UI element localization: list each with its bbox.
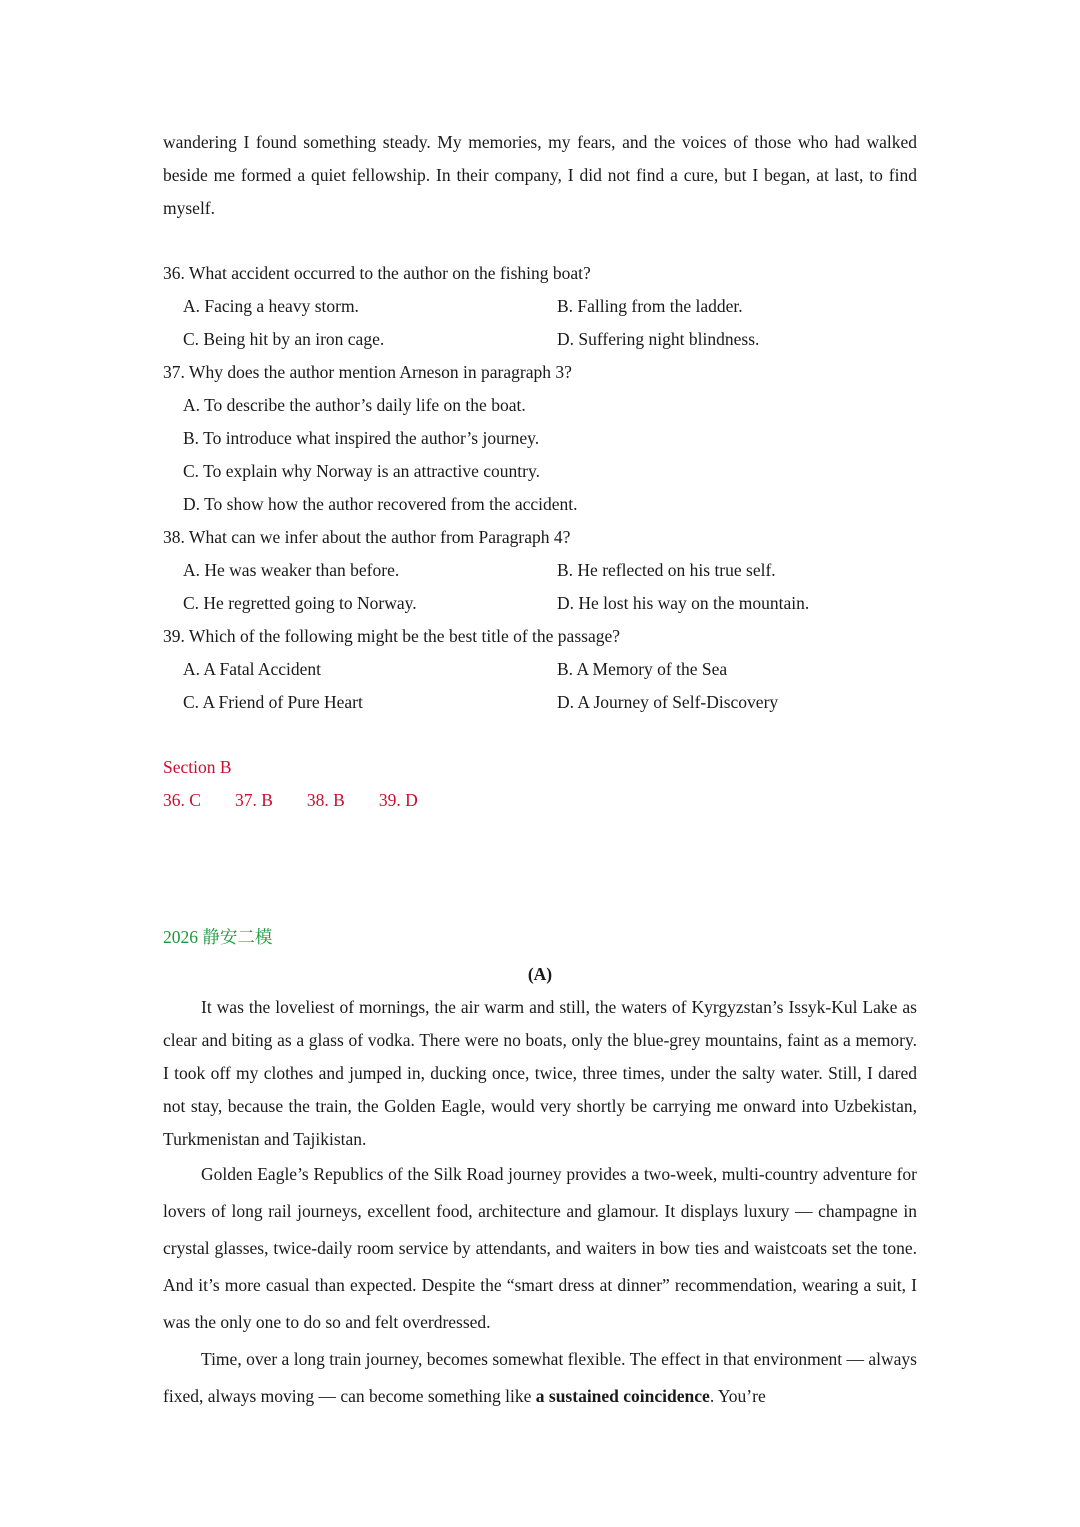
question-stem: 36. What accident occurred to the author on the fishing boat? xyxy=(163,263,591,283)
passage-paragraph-3 xyxy=(163,1341,917,1415)
option-d: D. He lost his way on the mountain. xyxy=(557,593,810,613)
answer-36: 36. C xyxy=(163,790,201,810)
option-a: A. He was weaker than before. xyxy=(183,560,400,580)
option-b: B. He reflected on his true self. xyxy=(557,560,776,580)
paragraph-text: Time, over a long train journey, becomes somewhat flexible. The effect in that environment — always fixed, always moving — can become something like xyxy=(163,1349,917,1406)
passage-paragraph-1: It was the loveliest of mornings, the air warm and still, the waters of Kyrgyzstan’s Issyk-Kul Lake as clear and biting as a glass of vodka. There were no boats, only the blue-grey mountains, faint as a memory. I took off my clothes and jumped in, ducking once, twice, three times, under the salty water. Still, I dared not stay, because the train, the Golden Eagle, would very shortly be carrying me onward into Uzbekistan, Turkmenistan and Tajikistan. xyxy=(163,997,917,1149)
option-a: A. A Fatal Accident xyxy=(183,659,322,679)
option-d: D. A Journey of Self-Discovery xyxy=(557,692,779,712)
question-stem: 39. Which of the following might be the best title of the passage? xyxy=(163,626,620,646)
option-c: C. He regretted going to Norway. xyxy=(183,593,417,613)
option-d: D. Suffering night blindness. xyxy=(557,329,760,349)
question-stem: 38. What can we infer about the author from Paragraph 4? xyxy=(163,527,571,547)
option-c: C. A Friend of Pure Heart xyxy=(183,692,363,712)
question-stem: 37. Why does the author mention Arneson in paragraph 3? xyxy=(163,362,572,382)
answer-key xyxy=(163,751,917,817)
passage-ending-paragraph: wandering I found something steady. My memories, my fears, and the voices of those who had walked beside me formed a quiet fellowship. In their company, I did not find a cure, but I began, at last, to find myself. xyxy=(163,132,917,218)
paragraph-text: . You’re xyxy=(709,1386,766,1406)
option-b: B. To introduce what inspired the author’s journey. xyxy=(183,428,540,448)
question-37 xyxy=(163,356,917,521)
answer-section-label: Section B xyxy=(163,757,232,777)
option-c: C. To explain why Norway is an attractive country. xyxy=(183,461,540,481)
question-36 xyxy=(163,257,917,356)
answer-38: 38. B xyxy=(306,790,345,810)
answer-37: 37. B xyxy=(234,790,273,810)
option-c: C. Being hit by an iron cage. xyxy=(183,329,385,349)
option-b: B. A Memory of the Sea xyxy=(557,659,728,679)
question-38 xyxy=(163,521,917,620)
question-39 xyxy=(163,620,917,719)
passage-paragraph-2: Golden Eagle’s Republics of the Silk Road journey provides a two-week, multi-country adventure for lovers of long rail journeys, excellent food, architecture and glamour. It displays luxury — champagne in crystal glasses, twice-daily room service by attendants, and waiters in bow ties and waistcoats set the tone. And it’s more casual than expected. Despite the “smart dress at dinner” recommendation, wearing a suit, I was the only one to do so and felt overdressed. xyxy=(163,1164,917,1332)
exam-header: 2026 静安二模 xyxy=(163,927,273,947)
option-a: A. Facing a heavy storm. xyxy=(183,296,359,316)
option-b: B. Falling from the ladder. xyxy=(557,296,743,316)
highlighted-phrase: a sustained coincidence xyxy=(535,1386,710,1406)
section-title: (A) xyxy=(527,964,553,984)
option-d: D. To show how the author recovered from the accident. xyxy=(183,494,578,514)
answer-39: 39. D xyxy=(378,790,418,810)
document-page xyxy=(163,126,917,1415)
option-a: A. To describe the author’s daily life on the boat. xyxy=(183,395,526,415)
